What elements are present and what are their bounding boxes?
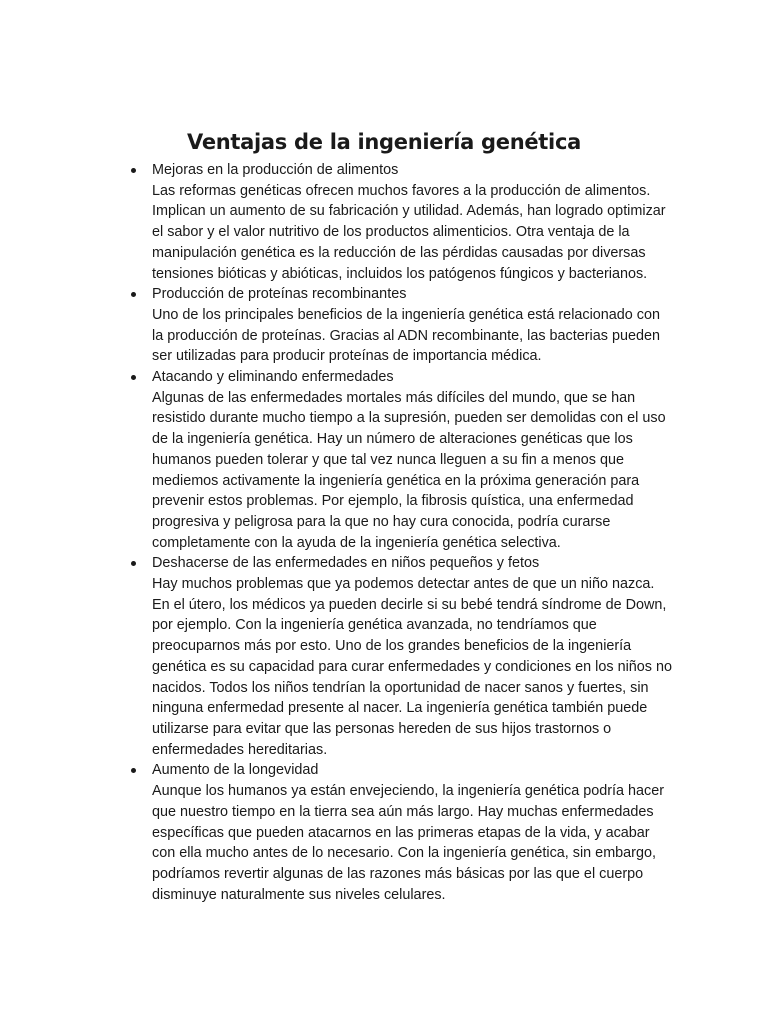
section-heading: Aumento de la longevidad	[152, 762, 319, 779]
section-heading: Mejoras en la producción de alimentos	[152, 162, 399, 178]
bullet-icon	[131, 168, 136, 173]
section-body: Hay muchos problemas que ya podemos detectar antes de que un niño nazca. En el útero, los médicos ya pueden decirle si su bebé tendrá síndrome de Down, por ejemplo. Con la ingeniería genética avanzada, no tendríamos que preocuparnos más por esto. Uno de los grandes beneficios de la ingeniería genética es su capacidad para curar enfermedades y condiciones en los niños no nacidos. Todos los niños tendrían la oportunidad de nacer sanos y fuertes, sin ninguna enfermedad presente al nacer. La ingeniería genética también puede utilizarse para evitar que las personas hereden de sus hijos trastornos o enfermedades hereditarias.	[152, 576, 672, 758]
section-heading: Deshacerse de las enfermedades en niños pequeños y fetos	[152, 555, 540, 572]
section-heading: Producción de proteínas recombinantes	[152, 286, 407, 303]
bullet-icon	[131, 561, 136, 566]
list-item	[152, 760, 672, 905]
section-heading: Atacando y eliminando enfermedades	[152, 369, 394, 386]
bullet-icon	[131, 768, 136, 773]
list-item	[152, 553, 672, 760]
list-item	[152, 160, 672, 284]
section-body: Las reformas genéticas ofrecen muchos favores a la producción de alimentos. Implican un aumento de su fabricación y utilidad. Además, han logrado optimizar el sabor y el valor nutritivo de los productos alimenticios. Otra ventaja de la manipulación genética es la reducción de las pérdidas causadas por diversas tensiones bióticas y abióticas, incluidos los patógenos fúngicos y bacterianos.	[152, 182, 666, 282]
section-body: Aunque los humanos ya están envejeciendo, la ingeniería genética podría hacer que nuestro tiempo en la tierra sea aún más largo. Hay muchas enfermedades específicas que pueden atacarnos en las primeras etapas de la vida, y acabar con ella mucho antes de lo necesario. Con la ingeniería genética, sin embargo, podríamos revertir algunas de las razones más básicas por las que el cuerpo disminuye naturalmente sus niveles celulares.	[152, 783, 665, 903]
section-body: Uno de los principales beneficios de la ingeniería genética está relacionado con la producción de proteínas. Gracias al ADN recombinante, las bacterias pueden ser utilizadas para producir proteínas de importancia médica.	[152, 306, 661, 365]
list-item	[152, 367, 672, 553]
section-body: Algunas de las enfermedades mortales más difíciles del mundo, que se han resistido durante mucho tiempo a la supresión, pueden ser demolidas con el uso de la ingeniería genética. Hay un número de alteraciones genéticas que los humanos pueden tolerar y que tal vez nunca lleguen a su fin a menos que mediemos activamente la ingeniería genética en la próxima generación para prevenir estos problemas. Por ejemplo, la fibrosis quística, una enfermedad progresiva y peligrosa para la que no hay cura conocida, podría curarse completamente con la ayuda de la ingeniería genética selectiva.	[152, 389, 666, 551]
list-item	[152, 284, 672, 367]
bullet-icon	[131, 375, 136, 380]
section-list	[152, 160, 672, 905]
bullet-icon	[131, 292, 136, 297]
document-title: Ventajas de la ingeniería genética	[187, 130, 581, 154]
